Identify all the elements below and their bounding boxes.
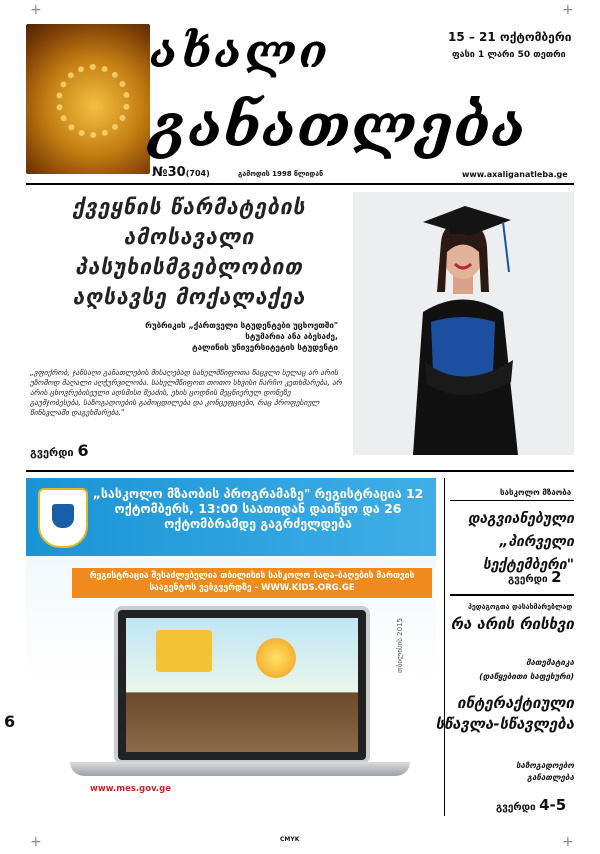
lead-headline: ქვეყნის წარმატების ამოსავალი პასუხისმგებლობით აღსავსე მოქალაქეა (72, 195, 306, 309)
sidebar-subtitle-2b: (დაწყებითი საფეხური) (479, 672, 574, 681)
section-divider (26, 470, 574, 472)
crop-mark-bottom-left: + (30, 834, 42, 850)
graduate-photo (353, 192, 574, 455)
page-number: 2 (551, 568, 562, 586)
crop-mark-bottom-right: + (562, 834, 574, 850)
rubric-line-1: რუბრიკის „ქართველი სტუდენტები უცხოეთში" (145, 321, 338, 330)
page-label: გვერდი (508, 574, 548, 585)
sidebar-rule-1 (450, 500, 574, 501)
lead-quote: „ვფიქრობ, ჯანსაღი განათლების მისაღებად სახელმწიფოთა წაცვლი სულაც არ არის უზომოდ მაღალი აღჭურვილობა. სახელმწიფოთ თოთო სხვისი ჩარჩო კეთხმარება, არ არის ცხოვრებისეული ადსმისი შეაძის, ეხის ცოდნის მეცნიერულ დონეზე გაუმჯობესება, საზოგადოების გამოცდილება და კონცეფციები, რაც პროფესიულ წინსვლაში დაგეხმარება." (30, 368, 342, 417)
issue-number-main: №30 (152, 165, 186, 180)
rubric-block (58, 320, 338, 353)
sidebar-page-ref-1[interactable] (508, 568, 562, 586)
sidebar-rule-2 (450, 594, 574, 596)
publication-since: გამოდის 1998 წლიდან (238, 170, 324, 178)
coat-of-arms-icon (38, 488, 88, 548)
sun-icon (256, 638, 296, 678)
lead-page-ref[interactable] (30, 441, 89, 460)
rubric-line-2: სტუმარია ანა აბესაძე, (245, 332, 338, 341)
issue-number-sub: (704) (185, 169, 210, 178)
masthead-divider (26, 183, 574, 185)
laptop-screen (114, 606, 370, 764)
sidebar-headline-1: დაგვიანებული „პირველი სექტემბერი" (467, 511, 574, 573)
section-label-2: პედაგოგთა დასახმარებლად (468, 603, 573, 611)
ad-year-text: თბილისის 2015 (396, 618, 404, 673)
crop-mark-top-left: + (30, 2, 42, 18)
issue-price: ფასი 1 ლარი 50 თეთრი (452, 50, 566, 60)
page-number: 6 (77, 441, 89, 460)
graduate-illustration (353, 192, 574, 455)
sidebar-headline-2: რა არის რისხვი (450, 615, 574, 633)
margin-page-number: 6 (4, 712, 16, 731)
ad-banner-text: „სასკოლო მზაობის პროგრამაზე" რეგისტრაცია 12 ოქტომბერს, 13:00 საათიდან დაიწყო და 26 ოქტომბრამდე გაგრძელდება (92, 486, 424, 531)
laptop-display (126, 618, 358, 752)
page-label: გვერდი (30, 446, 74, 459)
sidebar-page-ref-2[interactable] (496, 796, 566, 814)
school-readiness-ad (26, 478, 436, 812)
masthead-title-line1: ახალი (150, 24, 331, 78)
section-label-1: სასკოლო მზაობა (500, 488, 572, 497)
website-link[interactable]: www.axaliganatleba.ge (462, 170, 568, 179)
column-divider (444, 478, 445, 816)
masthead-title-line2: განათლება (150, 92, 527, 160)
laptop-base (70, 762, 410, 776)
masthead-sun-emblem (26, 24, 150, 174)
house-icon (156, 630, 212, 672)
crop-mark-top-right: + (562, 2, 574, 18)
ad-registration-strip: რეგისტრაცია შესაძლებელია თბილისის სასკოლო ბაღა-ბაღების მართვის სააგენტოს ვებგვერდზე - WWW.KIDS.ORG.GE (72, 568, 432, 598)
issue-number (152, 165, 210, 180)
sidebar-subtitle-3: საზოგადოებო განათლება (516, 761, 574, 782)
sidebar-headline-3: ინტერაქტიული სწავლა-სწავლება (435, 694, 574, 733)
sidebar-subtitle-2a: მათემატიკა (526, 658, 574, 667)
ad-url-link[interactable]: www.mes.gov.ge (90, 784, 172, 794)
page-label: გვერდი (496, 802, 536, 813)
issue-dates: 15 – 21 ოქტომბერი (448, 30, 572, 44)
rubric-line-3: ტალინის უნივერსიტეტის სტუდენტი (191, 343, 338, 352)
ad-banner (26, 478, 436, 556)
cmyk-print-mark: CMYK (280, 836, 300, 843)
page-number: 4-5 (539, 796, 567, 814)
